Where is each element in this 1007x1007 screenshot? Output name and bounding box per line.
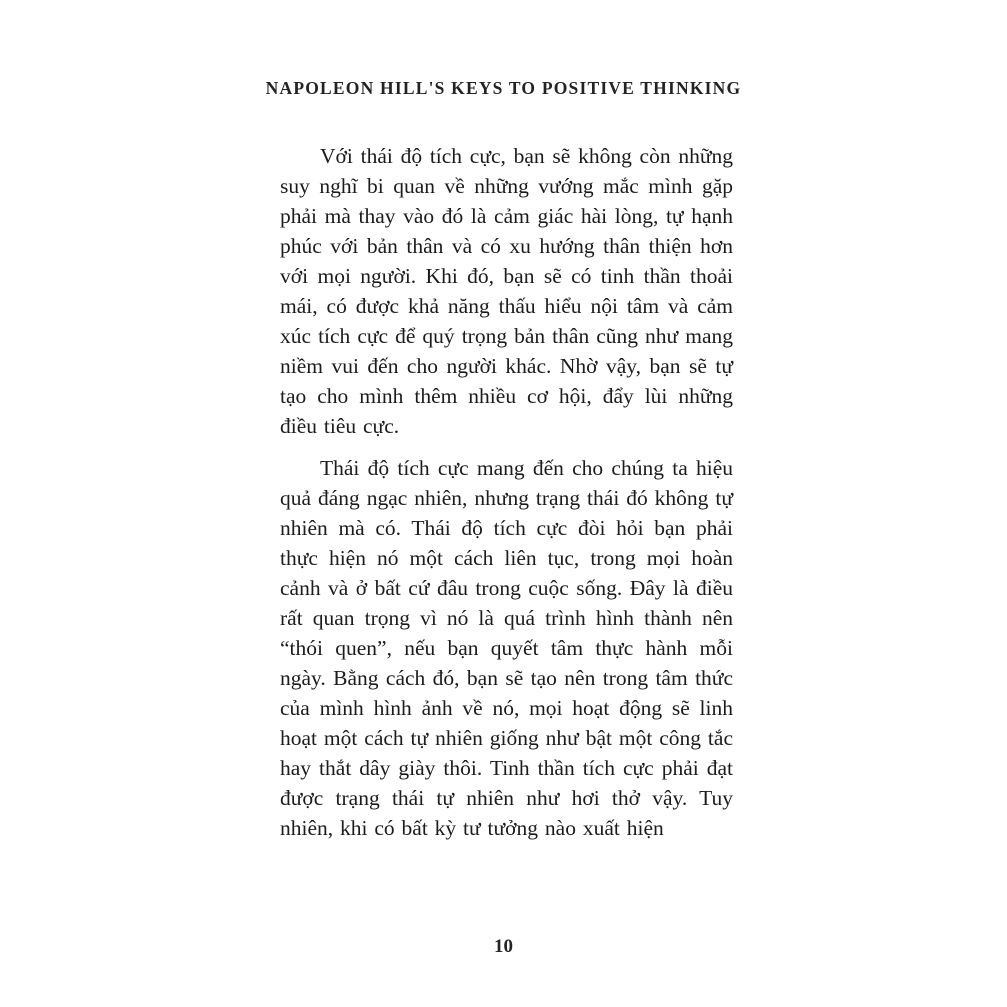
- paragraph-2: Thái độ tích cực mang đến cho chúng ta hiệu quả đáng ngạc nhiên, nhưng trạng thái đó không tự nhiên mà có. Thái độ tích cực đòi hỏi bạn phải thực hiện nó một cách liên tục, trong mọi hoàn cảnh và ở bất cứ đâu trong cuộc sống. Đây là điều rất quan trọng vì nó là quá trình hình thành nên “thói quen”, nếu bạn quyết tâm thực hành mỗi ngày. Bằng cách đó, bạn sẽ tạo nên trong tâm thức của mình hình ảnh về nó, mọi hoạt động sẽ linh hoạt một cách tự nhiên giống như bật một công tắc hay thắt dây giày thôi. Tinh thần tích cực phải đạt được trạng thái tự nhiên như hơi thở vậy. Tuy nhiên, khi có bất kỳ tư tưởng nào xuất hiện: [280, 456, 733, 840]
- paragraph-1: Với thái độ tích cực, bạn sẽ không còn những suy nghĩ bi quan về những vướng mắc mình gặp phải mà thay vào đó là cảm giác hài lòng, tự hạnh phúc với bản thân và có xu hướng thân thiện hơn với mọi người. Khi đó, bạn sẽ có tinh thần thoải mái, có được khả năng thấu hiểu nội tâm và cảm xúc tích cực để quý trọng bản thân cũng như mang niềm vui đến cho người khác. Nhờ vậy, bạn sẽ tự tạo cho mình thêm nhiều cơ hội, đẩy lùi những điều tiêu cực.: [280, 144, 733, 438]
- page-number: 10: [494, 936, 513, 957]
- page-body: [280, 141, 733, 843]
- running-header: NAPOLEON HILL'S KEYS TO POSITIVE THINKING: [265, 78, 742, 98]
